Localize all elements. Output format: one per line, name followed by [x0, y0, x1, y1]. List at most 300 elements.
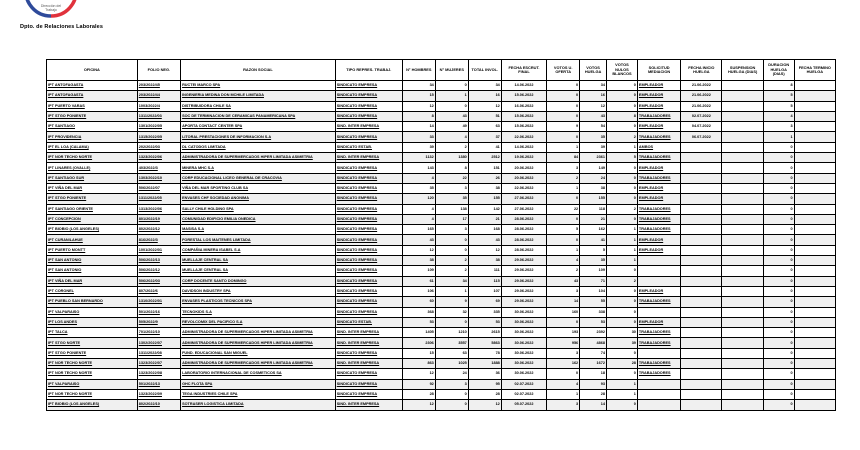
cell-folio: 1311/2022/03 [137, 111, 180, 121]
cell-suspension [722, 91, 763, 101]
cell-mujeres: 0 [435, 245, 468, 255]
cell-votos-nulos: 8 [606, 111, 637, 121]
cell-suspension [722, 132, 763, 142]
cell-fecha-termino [794, 307, 835, 317]
cell-votos-nulos: 0 [606, 81, 637, 91]
column-header-folio: FOLIO NEG. [137, 60, 180, 81]
cell-fecha-inicio [681, 153, 722, 163]
cell-votos-oferta: 0 [547, 235, 580, 245]
cell-hombres: 34 [402, 81, 435, 91]
cell-suspension [722, 225, 763, 235]
cell-votos-huelga: 55 [580, 297, 607, 307]
cell-solicitud-mediacion: EMPLEADOR [637, 245, 680, 255]
cell-votos-oferta: 0 [547, 101, 580, 111]
cell-votos-oferta: 84 [547, 153, 580, 163]
cell-votos-huelga: 2392 [580, 328, 607, 338]
cell-duracion: 0 [763, 369, 794, 379]
cell-oficina: IPT BIOBIO (LOS ANGELES) [47, 225, 138, 235]
cell-folio: 807/2022/6 [137, 286, 180, 296]
cell-votos-nulos: 0 [606, 194, 637, 204]
cell-votos-oferta: 0 [547, 81, 580, 91]
cell-tipo-repres: SINDICATO EMPRESA [335, 111, 402, 121]
cell-mujeres: 0 [435, 400, 468, 410]
cell-fecha-escrut: 30.06.2022 [501, 369, 546, 379]
cell-mujeres: 34 [435, 276, 468, 286]
cell-fecha-termino [794, 122, 835, 132]
cell-solicitud-mediacion [637, 348, 680, 358]
cell-votos-oferta: 0 [547, 214, 580, 224]
cell-votos-nulos: 1 [606, 379, 637, 389]
cell-suspension [722, 256, 763, 266]
cell-votos-nulos: 0 [606, 91, 637, 101]
cell-tipo-repres: SINDICATO EMPRESA [335, 379, 402, 389]
cell-votos-oferta: 0 [547, 194, 580, 204]
cell-tipo-repres: SINDICATO EMPRESA [335, 173, 402, 183]
cell-fecha-inicio [681, 369, 722, 379]
cell-solicitud-mediacion: TRABAJADORES [637, 225, 680, 235]
cell-solicitud-mediacion: EMPLEADOR [637, 81, 680, 91]
cell-folio: 1313/2022/06 [137, 204, 180, 214]
cell-tipo-repres: SINDICATO EMPRESA [335, 194, 402, 204]
cell-razon-social: CORP DOCENTE SANTO DOMINGO [181, 276, 336, 286]
cell-razon-social: LITORAL PRESTACIONES DE INFORMACION S.A [181, 132, 336, 142]
table-row [47, 142, 836, 152]
cell-solicitud-mediacion: EMPLEADOR [637, 235, 680, 245]
cell-hombres: 43 [402, 235, 435, 245]
cell-mujeres: 22 [435, 173, 468, 183]
cell-tipo-repres: SIND. INTER EMPRESA [335, 338, 402, 348]
cell-fecha-escrut: 30.06.2022 [501, 307, 546, 317]
table-row [47, 348, 836, 358]
cell-suspension [722, 245, 763, 255]
cell-hombres: 1132 [402, 153, 435, 163]
cell-duracion: 0 [763, 183, 794, 193]
cell-votos-nulos: 0 [606, 183, 637, 193]
cell-hombres: 12 [402, 400, 435, 410]
cell-razon-social: SOTRASER LOGISTICA LIMITADA [181, 400, 336, 410]
cell-tipo-repres: SINDICATO EMPRESA [335, 266, 402, 276]
cell-oficina: IPT LINARES (OVALLE) [47, 163, 138, 173]
cell-folio: 501/2022/13 [137, 379, 180, 389]
cell-votos-oferta: 9 [547, 122, 580, 132]
cell-total-invol: 43 [468, 235, 501, 245]
cell-mujeres: 1025 [435, 359, 468, 369]
cell-fecha-termino [794, 348, 835, 358]
cell-fecha-inicio [681, 245, 722, 255]
cell-votos-nulos: 0 [606, 266, 637, 276]
column-header-votos-nulos: VOTOS NULOS BLANCOS [606, 60, 637, 81]
cell-total-invol: 12 [468, 245, 501, 255]
cell-votos-huelga: 28 [580, 389, 607, 399]
cell-mujeres: 24 [435, 369, 468, 379]
cell-oficina: IPT STGO PONIENTE [47, 194, 138, 204]
cell-votos-huelga: 34 [580, 81, 607, 91]
cell-votos-oferta: 1 [547, 183, 580, 193]
cell-razon-social: SOC DE TERMINACION DE CERAMICAS PANAMERICANA SPA [181, 111, 336, 121]
cell-votos-huelga: 2361 [580, 153, 607, 163]
cell-votos-oferta: 956 [547, 338, 580, 348]
cell-votos-nulos: 1 [606, 225, 637, 235]
cell-fecha-termino [794, 183, 835, 193]
cell-total-invol: 34 [468, 81, 501, 91]
cell-razon-social: MINERA MHC S.A [181, 163, 336, 173]
cell-solicitud-mediacion [637, 379, 680, 389]
cell-mujeres: 3 [435, 183, 468, 193]
cell-suspension [722, 307, 763, 317]
cell-total-invol: 36 [468, 369, 501, 379]
cell-fecha-escrut: 27.06.2022 [501, 204, 546, 214]
cell-fecha-termino [794, 111, 835, 121]
cell-hombres: 15 [402, 91, 435, 101]
cell-duracion: 0 [763, 163, 794, 173]
cell-votos-huelga: 53 [580, 317, 607, 327]
cell-solicitud-mediacion [637, 400, 680, 410]
cell-fecha-inicio: 21.06.2022 [681, 81, 722, 91]
cell-fecha-termino [794, 245, 835, 255]
cell-razon-social: MUELLAJE CENTRAL SA [181, 256, 336, 266]
cell-suspension [722, 122, 763, 132]
cell-oficina: IPT NOR TECHO NORTE [47, 359, 138, 369]
cell-total-invol: 38 [468, 183, 501, 193]
cell-folio: 1323/2022/07 [137, 359, 180, 369]
cell-folio: 506/2022/13 [137, 256, 180, 266]
cell-hombres: 165 [402, 225, 435, 235]
cell-razon-social: ENVASES CHF SOCIEDAD ANONIMA [181, 194, 336, 204]
cell-solicitud-mediacion: EMPLEADOR [637, 122, 680, 132]
cell-oficina: IPT EL LOA (CALAMA) [47, 142, 138, 152]
cell-razon-social: DAVIDSON INDUSTRY SPA [181, 286, 336, 296]
cell-razon-social: ADMINISTRADORA DE SUPERMERCADOS HIPER LIMITADA ASIMETRIA [181, 153, 336, 163]
cell-fecha-termino [794, 194, 835, 204]
cell-razon-social: VIÑA DEL MAR SPORTING CLUB SA [181, 183, 336, 193]
cell-razon-social: ADMINISTRADORA DE SUPERMERCADOS HIPER LIMITADA ASIMETRIA [181, 338, 336, 348]
cell-fecha-escrut: 28.06.2022 [501, 245, 546, 255]
cell-fecha-inicio [681, 359, 722, 369]
cell-hombres: 14 [402, 122, 435, 132]
cell-fecha-inicio [681, 194, 722, 204]
cell-total-invol: 51 [468, 111, 501, 121]
cell-suspension [722, 338, 763, 348]
cell-fecha-inicio [681, 389, 722, 399]
cell-hombres: 39 [402, 142, 435, 152]
cell-suspension [722, 369, 763, 379]
cell-fecha-escrut: 22.06.2022 [501, 183, 546, 193]
cell-fecha-escrut: 14.06.2022 [501, 142, 546, 152]
cell-hombres: 35 [402, 183, 435, 193]
cell-suspension [722, 163, 763, 173]
cell-fecha-inicio [681, 286, 722, 296]
cell-hombres: 863 [402, 359, 435, 369]
cell-total-invol: 111 [468, 266, 501, 276]
cell-fecha-termino [794, 276, 835, 286]
column-header-mujeres: N° MUJERES [435, 60, 468, 81]
cell-votos-nulos: 1 [606, 245, 637, 255]
cell-suspension [722, 153, 763, 163]
cell-suspension [722, 81, 763, 91]
cell-votos-oferta: 0 [547, 132, 580, 142]
column-header-votos-huelga: VOTOS HUELGA [580, 60, 607, 81]
cell-total-invol: 2512 [468, 153, 501, 163]
cell-total-invol: 155 [468, 194, 501, 204]
cell-fecha-inicio [681, 307, 722, 317]
cell-suspension [722, 276, 763, 286]
cell-oficina: IPT ANTOFAGASTA [47, 91, 138, 101]
cell-votos-oferta: 14 [547, 297, 580, 307]
cell-mujeres: 2 [435, 142, 468, 152]
cell-votos-huelga: 1672 [580, 359, 607, 369]
cell-oficina: IPT VIÑA DEL MAR [47, 183, 138, 193]
cell-fecha-inicio [681, 204, 722, 214]
cell-votos-nulos: 1 [606, 235, 637, 245]
cell-folio: 506/2022/12 [137, 266, 180, 276]
cell-oficina: IPT STGO PONIENTE [47, 348, 138, 358]
cell-folio: 1311/2022/05 [137, 194, 180, 204]
cell-mujeres: 0 [435, 235, 468, 245]
cell-fecha-termino [794, 214, 835, 224]
table-row [47, 369, 836, 379]
cell-votos-oferta: 3 [547, 400, 580, 410]
table-row [47, 132, 836, 142]
cell-mujeres: 35 [435, 194, 468, 204]
cell-hombres: 143 [402, 163, 435, 173]
cell-oficina: IPT CONCEPCION [47, 214, 138, 224]
table-row [47, 235, 836, 245]
cell-suspension [722, 266, 763, 276]
cell-votos-nulos: 1 [606, 142, 637, 152]
cell-tipo-repres: SINDICATO EMPRESA [335, 225, 402, 235]
cell-razon-social: TEGA INDUSTRIES CHILE SPA [181, 389, 336, 399]
table-row [47, 173, 836, 183]
cell-mujeres: 49 [435, 122, 468, 132]
cell-suspension [722, 379, 763, 389]
cell-fecha-termino [794, 389, 835, 399]
cell-solicitud-mediacion: TRABAJADORES [637, 359, 680, 369]
cell-votos-huelga: 35 [580, 132, 607, 142]
table-row [47, 91, 836, 101]
cell-fecha-escrut: 29.06.2022 [501, 286, 546, 296]
cell-total-invol: 151 [468, 163, 501, 173]
cell-votos-huelga: 41 [580, 235, 607, 245]
cell-votos-huelga: 149 [580, 163, 607, 173]
cell-duracion: 0 [763, 266, 794, 276]
cell-votos-huelga: 35 [580, 256, 607, 266]
cell-fecha-inicio [681, 338, 722, 348]
table-row [47, 163, 836, 173]
cell-oficina: IPT SANTIAGO [47, 122, 138, 132]
cell-votos-huelga: 93 [580, 379, 607, 389]
cell-suspension [722, 214, 763, 224]
cell-fecha-inicio [681, 348, 722, 358]
cell-oficina: IPT STGO PONIENTE [47, 111, 138, 121]
column-header-fecha-inicio: FECHA INICIO HUELGA [681, 60, 722, 81]
cell-mujeres: 0 [435, 81, 468, 91]
table-row [47, 101, 836, 111]
cell-tipo-repres: SIND. INTER EMPRESA [335, 122, 402, 132]
cell-votos-huelga: 4868 [580, 338, 607, 348]
cell-total-invol: 168 [468, 225, 501, 235]
column-header-duracion: DURACION HUELGA (DIAS) [763, 60, 794, 81]
cell-votos-nulos: 2 [606, 204, 637, 214]
cell-folio: 1303/2022/10 [137, 173, 180, 183]
cell-oficina: IPT VIÑA DEL MAR [47, 276, 138, 286]
column-header-tipo-repres: TIPO REPRES. TRABAJ. [335, 60, 402, 81]
column-header-suspension: SUSPENSION HUELGA (DIAS) [722, 60, 763, 81]
cell-fecha-termino [794, 173, 835, 183]
cell-folio: 501/2022/16 [137, 307, 180, 317]
cell-solicitud-mediacion: EMPLEADOR [637, 183, 680, 193]
cell-fecha-escrut: 02.07.2022 [501, 389, 546, 399]
cell-duracion: 0 [763, 142, 794, 152]
cell-tipo-repres: SINDICATO EMPRESA [335, 132, 402, 142]
cell-votos-oferta: 1 [547, 142, 580, 152]
cell-tipo-repres: SINDICATO EMPRESA [335, 214, 402, 224]
cell-suspension [722, 297, 763, 307]
cell-hombres: 53 [402, 317, 435, 327]
cell-oficina: IPT SANTIAGO SUR [47, 173, 138, 183]
cell-votos-nulos: 0 [606, 297, 637, 307]
cell-tipo-repres: SINDICATO EMPRESA [335, 204, 402, 214]
cell-fecha-termino [794, 163, 835, 173]
cell-duracion: 0 [763, 153, 794, 163]
cell-fecha-termino [794, 369, 835, 379]
cell-total-invol: 95 [468, 379, 501, 389]
cell-suspension [722, 400, 763, 410]
cell-fecha-inicio [681, 142, 722, 152]
cell-fecha-escrut: 19.06.2022 [501, 153, 546, 163]
cell-mujeres: 3 [435, 379, 468, 389]
cell-duracion: 0 [763, 317, 794, 327]
cell-folio: 1323/2022/08 [137, 369, 180, 379]
cell-votos-oferta: 3 [547, 286, 580, 296]
cell-votos-nulos: 0 [606, 307, 637, 317]
cell-total-invol: 63 [468, 122, 501, 132]
cell-folio: 1323/2022/09 [137, 389, 180, 399]
table-row [47, 359, 836, 369]
cell-votos-oferta: 3 [547, 163, 580, 173]
cell-votos-oferta: 1 [547, 389, 580, 399]
cell-mujeres: 1 [435, 286, 468, 296]
cell-votos-huelga: 54 [580, 122, 607, 132]
cell-hombres: 28 [402, 389, 435, 399]
table-row [47, 266, 836, 276]
cell-razon-social: REVOLCOMIX DEL PACIFICO S.A [181, 317, 336, 327]
cell-fecha-escrut: 27.06.2022 [501, 194, 546, 204]
cell-total-invol: 38 [468, 256, 501, 266]
cell-mujeres: 17 [435, 214, 468, 224]
cell-razon-social: ADMINISTRADORA DE SUPERMERCADOS HIPER LIMITADA ASIMETRIA [181, 328, 336, 338]
column-header-oficina: OFICINA [47, 60, 138, 81]
cell-suspension [722, 194, 763, 204]
cell-razon-social: CORP EDUCACIONAL LICEO GENERAL DE CRACOVIA [181, 173, 336, 183]
cell-fecha-termino [794, 225, 835, 235]
cell-folio: 1301/2022/05 [137, 122, 180, 132]
cell-duracion: 3 [763, 122, 794, 132]
column-header-fecha-termino: FECHA TERMINO HUELGA [794, 60, 835, 81]
cell-mujeres: 1210 [435, 328, 468, 338]
cell-votos-nulos: 0 [606, 400, 637, 410]
cell-fecha-inicio [681, 256, 722, 266]
cell-fecha-termino [794, 338, 835, 348]
cell-duracion: 4 [763, 111, 794, 121]
cell-votos-oferta: 2 [547, 266, 580, 276]
cell-votos-oferta: 193 [547, 328, 580, 338]
cell-votos-oferta: 3 [547, 348, 580, 358]
cell-suspension [722, 235, 763, 245]
table-row [47, 204, 836, 214]
cell-razon-social: GHC FLOTA SPA [181, 379, 336, 389]
department-title: Dpto. de Relaciones Laborales [20, 24, 103, 30]
cell-fecha-escrut: 28.06.2022 [501, 225, 546, 235]
cell-mujeres: 0 [435, 389, 468, 399]
table-row [47, 379, 836, 389]
cell-tipo-repres: SINDICATO EMPRESA [335, 235, 402, 245]
cell-oficina: IPT SAN ANTONIO [47, 256, 138, 266]
cell-oficina: IPT SAN ANTONIO [47, 266, 138, 276]
cell-fecha-escrut: 28.06.2022 [501, 235, 546, 245]
cell-duracion: 0 [763, 338, 794, 348]
cell-suspension [722, 286, 763, 296]
cell-tipo-repres: SINDICATO EMPRESA [335, 183, 402, 193]
cell-votos-oferta: 0 [547, 369, 580, 379]
cell-suspension [722, 317, 763, 327]
cell-solicitud-mediacion [637, 266, 680, 276]
cell-mujeres: 2 [435, 256, 468, 266]
cell-total-invol: 1888 [468, 359, 501, 369]
cell-duracion: 0 [763, 194, 794, 204]
cell-tipo-repres: SINDICATO EMPRESA [335, 256, 402, 266]
cell-duracion: 0 [763, 389, 794, 399]
cell-fecha-inicio [681, 297, 722, 307]
cell-oficina: IPT PUEBLO SAN BERNARDO [47, 297, 138, 307]
cell-votos-nulos: 0 [606, 173, 637, 183]
cell-votos-huelga: 71 [580, 276, 607, 286]
cell-duracion: 0 [763, 297, 794, 307]
cell-total-invol: 69 [468, 297, 501, 307]
direccion-del-trabajo-logo [22, 0, 80, 18]
cell-hombres: 1405 [402, 328, 435, 338]
cell-total-invol: 21 [468, 214, 501, 224]
cell-folio: 1001/2022/01 [137, 245, 180, 255]
cell-votos-oferta: 0 [547, 91, 580, 101]
cell-duracion: 0 [763, 225, 794, 235]
cell-solicitud-mediacion: TRABAJADORES [637, 297, 680, 307]
cell-fecha-inicio: 02.07.2022 [681, 111, 722, 121]
table-row [47, 122, 836, 132]
cell-votos-huelga: 162 [580, 225, 607, 235]
cell-solicitud-mediacion [637, 389, 680, 399]
cell-razon-social: DISTRIBUIDORA CHILE SA [181, 101, 336, 111]
cell-duracion: 5 [763, 91, 794, 101]
cell-folio: 1315/2022/05 [137, 132, 180, 142]
cell-fecha-escrut: 20.06.2022 [501, 163, 546, 173]
cell-oficina: IPT PUERTO VARAS [47, 101, 138, 111]
cell-hombres: 120 [402, 194, 435, 204]
cell-razon-social: RUCTEI MARCO SPA [181, 81, 336, 91]
cell-duracion: 0 [763, 400, 794, 410]
cell-solicitud-mediacion: TRABAJADORES [637, 328, 680, 338]
cell-solicitud-mediacion [637, 276, 680, 286]
cell-fecha-escrut: 30.06.2022 [501, 359, 546, 369]
cell-suspension [722, 359, 763, 369]
table-row [47, 276, 836, 286]
cell-votos-huelga: 104 [580, 286, 607, 296]
cell-solicitud-mediacion: EMPLEADOR [637, 101, 680, 111]
cell-solicitud-mediacion: TRABAJADORES [637, 214, 680, 224]
cell-total-invol: 12 [468, 400, 501, 410]
cell-hombres: 2306 [402, 338, 435, 348]
cell-fecha-termino [794, 317, 835, 327]
cell-total-invol: 37 [468, 132, 501, 142]
